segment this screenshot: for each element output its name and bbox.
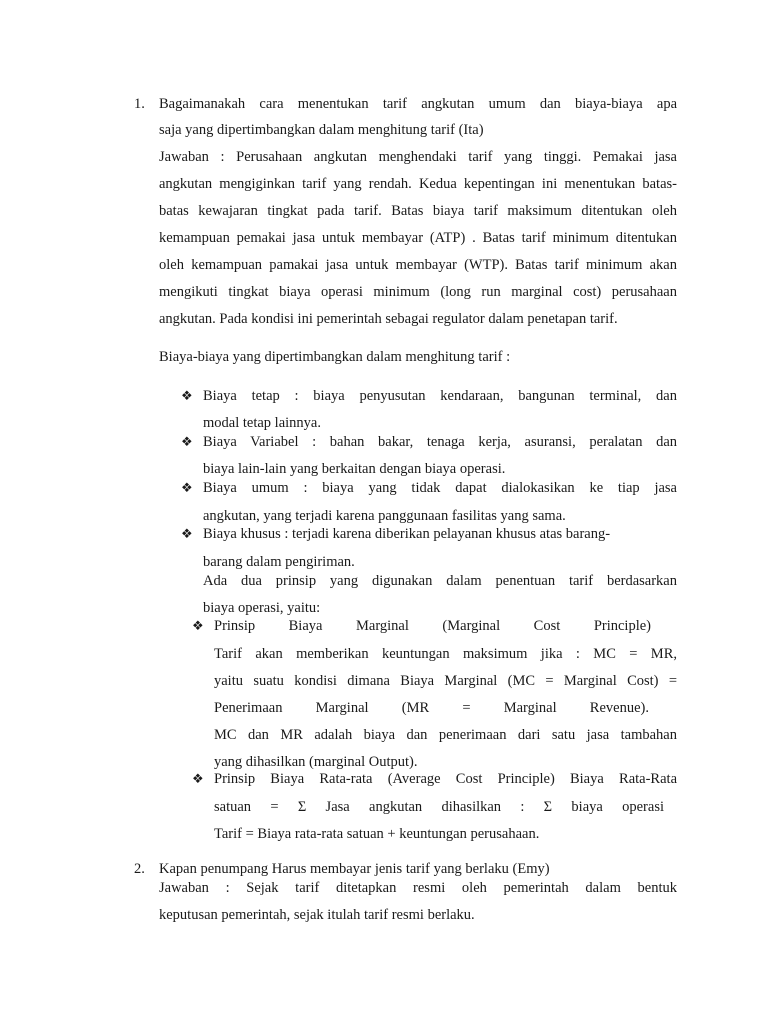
cost-variable-line-1: Biaya Variabel : bahan bakar, tenaga kerja, asuransi, peralatan dan xyxy=(203,434,677,450)
q2-number: 2. xyxy=(134,861,145,877)
q2-question: Kapan penumpang Harus membayar jenis tarif yang berlaku (Emy) xyxy=(159,861,550,877)
diamond-bullet-icon: ❖ xyxy=(181,434,193,449)
q2-answer-line-1: Jawaban : Sejak tarif ditetapkan resmi oleh pemerintah dalam bentuk xyxy=(159,880,677,896)
cost-general-line-2: angkutan, yang terjadi karena panggunaan fasilitas yang sama. xyxy=(203,508,566,524)
principle-average-line-2: satuan = Σ Jasa angkutan dihasilkan : Σ biaya operasi xyxy=(214,799,664,815)
q1-number: 1. xyxy=(134,96,145,112)
principles-intro-line-1: Ada dua prinsip yang digunakan dalam penentuan tarif berdasarkan xyxy=(203,573,677,589)
q1-answer-line-6: mengikuti tingkat biaya operasi minimum (long run marginal cost) perusahaan xyxy=(159,284,677,300)
cost-special-line-1: Biaya khusus : terjadi karena diberikan pelayanan khusus atas barang- xyxy=(203,526,611,542)
cost-special-line-2: barang dalam pengiriman. xyxy=(203,554,355,570)
q1-question-line-2: saja yang dipertimbangkan dalam menghitung tarif (Ita) xyxy=(159,122,484,138)
q1-answer-line-4: kemampuan pemakai jasa untuk membayar (ATP) . Batas tarif minimum ditentukan xyxy=(159,230,677,246)
q1-answer-line-7: angkutan. Pada kondisi ini pemerintah sebagai regulator dalam penetapan tarif. xyxy=(159,311,618,327)
principle-marginal-line-1: Tarif akan memberikan keuntungan maksimum jika : MC = MR, xyxy=(214,646,677,662)
q1-answer-line-3: batas kewajaran tingkat pada tarif. Batas biaya tarif maksimum ditentukan oleh xyxy=(159,203,677,219)
diamond-bullet-icon: ❖ xyxy=(181,526,193,541)
principle-marginal-title: Prinsip Biaya Marginal (Marginal Cost Principle) xyxy=(214,618,651,634)
principle-marginal-line-3: Penerimaan Marginal (MR = Marginal Revenue). xyxy=(214,700,649,716)
principle-marginal-line-5: yang dihasilkan (marginal Output). xyxy=(214,754,418,770)
principle-average-line-1: Prinsip Biaya Rata-rata (Average Cost Principle) Biaya Rata-Rata xyxy=(214,771,677,787)
diamond-bullet-icon: ❖ xyxy=(192,618,204,633)
q1-answer-line-2: angkutan mengiginkan tarif yang rendah. Kedua kepentingan ini menentukan batas- xyxy=(159,176,677,192)
principle-average-line-3: Tarif = Biaya rata-rata satuan + keuntungan perusahaan. xyxy=(214,826,540,842)
cost-fixed-line-2: modal tetap lainnya. xyxy=(203,415,321,431)
cost-variable-line-2: biaya lain-lain yang berkaitan dengan biaya operasi. xyxy=(203,461,506,477)
principles-intro-line-2: biaya operasi, yaitu: xyxy=(203,600,321,616)
q1-question-line-1: Bagaimanakah cara menentukan tarif angkutan umum dan biaya-biaya apa xyxy=(159,96,677,112)
costs-intro: Biaya-biaya yang dipertimbangkan dalam menghitung tarif : xyxy=(159,349,511,365)
diamond-bullet-icon: ❖ xyxy=(181,480,193,495)
diamond-bullet-icon: ❖ xyxy=(181,388,193,403)
principle-marginal-line-4: MC dan MR adalah biaya dan penerimaan dari satu jasa tambahan xyxy=(214,727,677,743)
q1-answer-line-1: Jawaban : Perusahaan angkutan menghendaki tarif yang tinggi. Pemakai jasa xyxy=(159,149,677,165)
q2-answer-line-2: keputusan pemerintah, sejak itulah tarif resmi berlaku. xyxy=(159,907,475,923)
diamond-bullet-icon: ❖ xyxy=(192,771,204,786)
cost-general-line-1: Biaya umum : biaya yang tidak dapat dialokasikan ke tiap jasa xyxy=(203,480,677,496)
q1-answer-line-5: oleh kemampuan pamakai jasa untuk membayar (WTP). Batas tarif minimum akan xyxy=(159,257,677,273)
principle-marginal-line-2: yaitu suatu kondisi dimana Biaya Marginal (MC = Marginal Cost) = xyxy=(214,673,677,689)
cost-fixed-line-1: Biaya tetap : biaya penyusutan kendaraan, bangunan terminal, dan xyxy=(203,388,677,404)
